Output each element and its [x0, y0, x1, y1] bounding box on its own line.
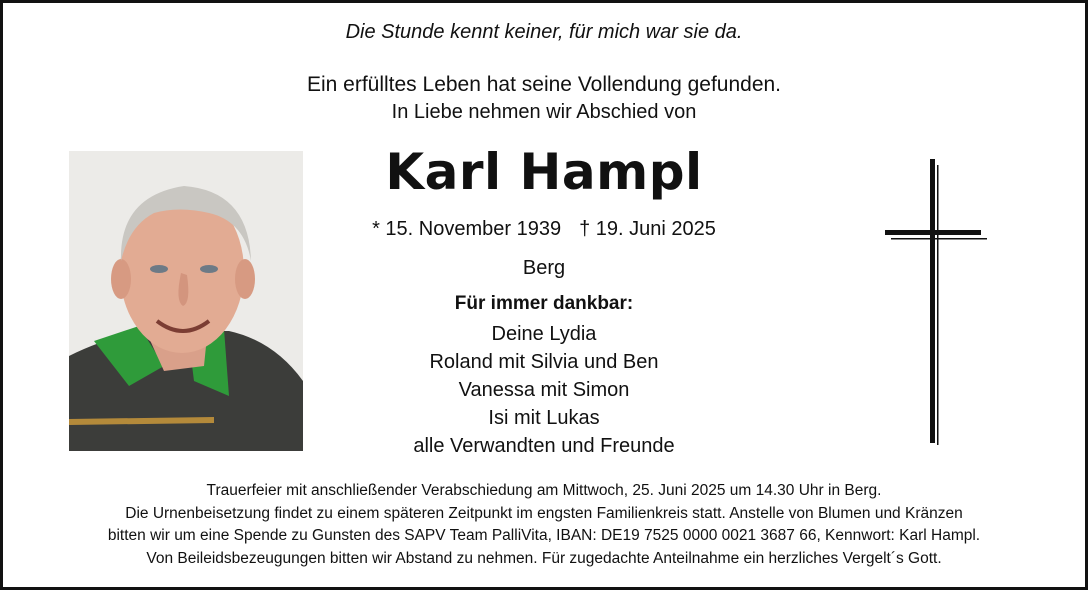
mourner-item: Deine Lydia	[491, 323, 597, 345]
intro-line-2: In Liebe nehmen wir Abschied von	[391, 101, 697, 123]
deceased-name: Karl Hampl	[385, 143, 703, 201]
death-date: † 19. Juni 2025	[579, 218, 716, 240]
portrait-photo	[69, 151, 303, 451]
portrait-illustration	[69, 151, 303, 451]
footer-line: Trauerfeier mit anschließender Verabschiedung am Mittwoch, 25. Juni 2025 um 14.30 Uhr in Berg.	[206, 482, 882, 499]
footer-text	[3, 480, 1085, 570]
cross-icon	[873, 153, 993, 453]
footer-line: Von Beileidsbezeugungen bitten wir Abstand zu nehmen. Für zugedachte Anteilnahme ein herzliches Vergelt´s Gott.	[146, 549, 942, 567]
footer-line: Die Urnenbeisetzung findet zu einem späteren Zeitpunkt im engsten Familienkreis statt. Anstelle von Blumen und Kränzen	[125, 504, 963, 522]
birth-date: * 15. November 1939	[372, 218, 562, 240]
grateful-heading: Für immer dankbar:	[454, 293, 634, 314]
mourner-item: Roland mit Silvia und Ben	[429, 351, 659, 373]
intro-line-1: Ein erfülltes Leben hat seine Vollendung gefunden.	[306, 73, 782, 96]
motto: Die Stunde kennt keiner, für mich war sie da.	[345, 21, 743, 43]
place: Berg	[522, 257, 566, 279]
mourner-item: alle Verwandten und Freunde	[413, 435, 675, 457]
mourner-item: Vanessa mit Simon	[458, 379, 630, 401]
mourner-item: Isi mit Lukas	[488, 407, 600, 429]
footer-line: bitten wir um eine Spende zu Gunsten des SAPV Team PalliVita, IBAN: DE19 7525 0000 0021 3687 66, Kennwort: Karl Hampl.	[107, 527, 981, 544]
